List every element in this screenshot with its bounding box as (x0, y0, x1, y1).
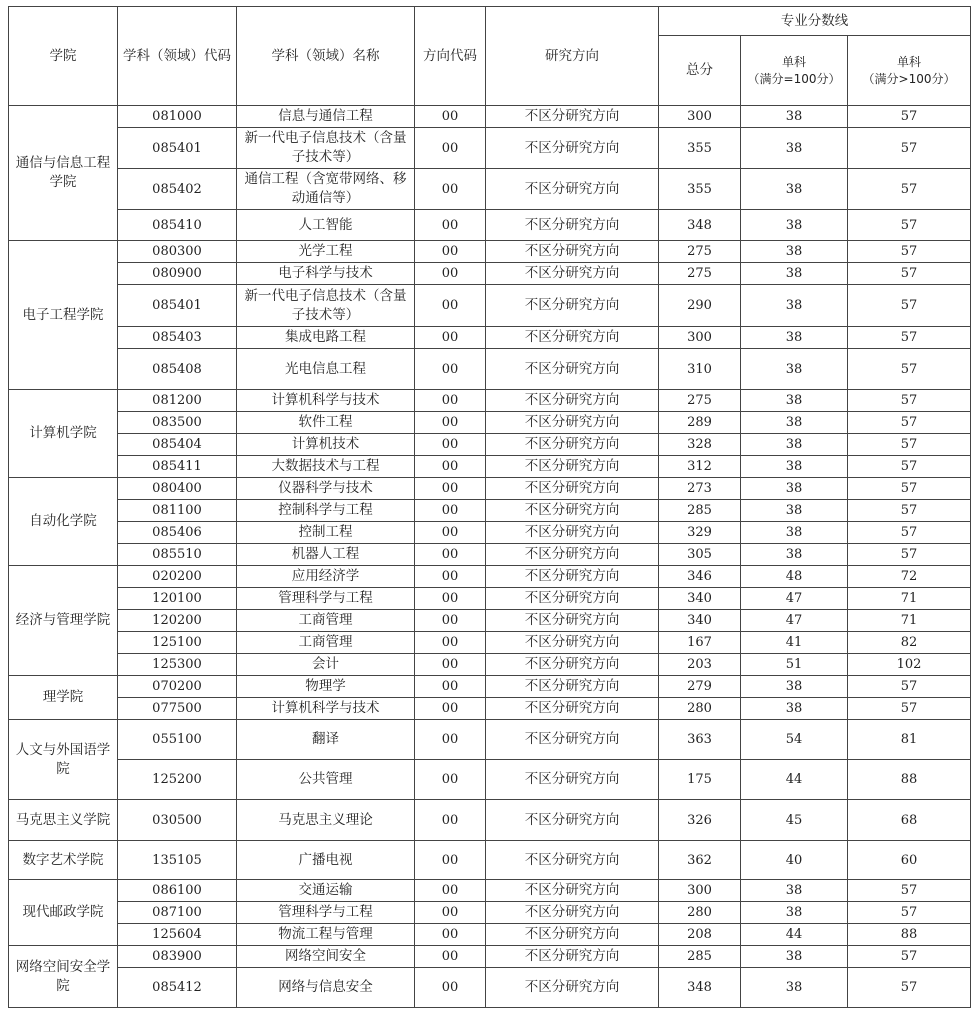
table-row (9, 106, 971, 128)
subject-code-cell: 081000 (118, 106, 237, 128)
subject-code-cell: 125100 (118, 632, 237, 654)
table-row (9, 902, 971, 924)
direction-code-cell: 00 (415, 902, 486, 924)
subject-name-cell: 光学工程 (237, 241, 415, 263)
subject-code-cell: 080900 (118, 263, 237, 285)
table-row (9, 434, 971, 456)
header-research-direction: 研究方向 (486, 7, 659, 106)
direction-code-cell: 00 (415, 698, 486, 720)
subject-name-cell: 新一代电子信息技术（含量子技术等） (237, 128, 415, 169)
direction-code-cell: 00 (415, 676, 486, 698)
total-score-cell: 208 (659, 924, 741, 946)
table-row (9, 263, 971, 285)
subject-name-cell: 工商管理 (237, 610, 415, 632)
subject-code-cell: 085412 (118, 968, 237, 1008)
single-gt100-score-cell: 57 (848, 698, 971, 720)
subject-name-cell: 计算机技术 (237, 434, 415, 456)
header-single-100-note: （满分=100分） (747, 71, 841, 86)
direction-code-cell: 00 (415, 610, 486, 632)
single-gt100-score-cell: 57 (848, 169, 971, 210)
research-direction-cell: 不区分研究方向 (486, 500, 659, 522)
table-row (9, 285, 971, 327)
direction-code-cell: 00 (415, 588, 486, 610)
direction-code-cell: 00 (415, 263, 486, 285)
total-score-cell: 167 (659, 632, 741, 654)
research-direction-cell: 不区分研究方向 (486, 349, 659, 390)
direction-code-cell: 00 (415, 968, 486, 1008)
college-cell: 理学院 (9, 676, 118, 720)
research-direction-cell: 不区分研究方向 (486, 698, 659, 720)
research-direction-cell: 不区分研究方向 (486, 720, 659, 760)
research-direction-cell: 不区分研究方向 (486, 632, 659, 654)
subject-name-cell: 电子科学与技术 (237, 263, 415, 285)
subject-code-cell: 085510 (118, 544, 237, 566)
college-cell: 电子工程学院 (9, 241, 118, 390)
direction-code-cell: 00 (415, 434, 486, 456)
research-direction-cell: 不区分研究方向 (486, 566, 659, 588)
research-direction-cell: 不区分研究方向 (486, 946, 659, 968)
direction-code-cell: 00 (415, 760, 486, 800)
single-gt100-score-cell: 57 (848, 500, 971, 522)
research-direction-cell: 不区分研究方向 (486, 327, 659, 349)
total-score-cell: 363 (659, 720, 741, 760)
table-row (9, 946, 971, 968)
table-row (9, 760, 971, 800)
research-direction-cell: 不区分研究方向 (486, 880, 659, 902)
subject-name-cell: 管理科学与工程 (237, 902, 415, 924)
subject-name-cell: 应用经济学 (237, 566, 415, 588)
total-score-cell: 285 (659, 946, 741, 968)
research-direction-cell: 不区分研究方向 (486, 106, 659, 128)
college-cell: 计算机学院 (9, 390, 118, 478)
research-direction-cell: 不区分研究方向 (486, 456, 659, 478)
subject-name-cell: 会计 (237, 654, 415, 676)
subject-code-cell: 080300 (118, 241, 237, 263)
subject-code-cell: 085408 (118, 349, 237, 390)
subject-name-cell: 人工智能 (237, 210, 415, 241)
subject-name-cell: 机器人工程 (237, 544, 415, 566)
subject-code-cell: 055100 (118, 720, 237, 760)
single-100-score-cell: 38 (741, 880, 848, 902)
table-header (9, 7, 971, 106)
college-cell: 通信与信息工程学院 (9, 106, 118, 241)
total-score-cell: 285 (659, 500, 741, 522)
subject-code-cell: 087100 (118, 902, 237, 924)
single-gt100-score-cell: 60 (848, 841, 971, 880)
total-score-cell: 348 (659, 968, 741, 1008)
total-score-cell: 355 (659, 169, 741, 210)
total-score-cell: 275 (659, 263, 741, 285)
total-score-cell: 289 (659, 412, 741, 434)
single-gt100-score-cell: 57 (848, 263, 971, 285)
table-row (9, 500, 971, 522)
direction-code-cell: 00 (415, 654, 486, 676)
research-direction-cell: 不区分研究方向 (486, 210, 659, 241)
total-score-cell: 275 (659, 390, 741, 412)
total-score-cell: 175 (659, 760, 741, 800)
table-row (9, 800, 971, 841)
direction-code-cell: 00 (415, 946, 486, 968)
table-body (9, 106, 971, 1008)
subject-code-cell: 120200 (118, 610, 237, 632)
direction-code-cell: 00 (415, 566, 486, 588)
table-row (9, 968, 971, 1008)
subject-code-cell: 125200 (118, 760, 237, 800)
single-gt100-score-cell: 57 (848, 390, 971, 412)
subject-name-cell: 信息与通信工程 (237, 106, 415, 128)
header-total: 总分 (659, 36, 741, 106)
single-100-score-cell: 38 (741, 902, 848, 924)
single-gt100-score-cell: 72 (848, 566, 971, 588)
single-100-score-cell: 38 (741, 968, 848, 1008)
single-gt100-score-cell: 81 (848, 720, 971, 760)
research-direction-cell: 不区分研究方向 (486, 924, 659, 946)
table-row (9, 588, 971, 610)
table-row (9, 522, 971, 544)
direction-code-cell: 00 (415, 800, 486, 841)
direction-code-cell: 00 (415, 522, 486, 544)
score-table (8, 6, 971, 1008)
total-score-cell: 273 (659, 478, 741, 500)
subject-name-cell: 光电信息工程 (237, 349, 415, 390)
total-score-cell: 329 (659, 522, 741, 544)
research-direction-cell: 不区分研究方向 (486, 968, 659, 1008)
header-subject-name: 学科（领域）名称 (237, 7, 415, 106)
total-score-cell: 355 (659, 128, 741, 169)
subject-name-cell: 交通运输 (237, 880, 415, 902)
single-100-score-cell: 45 (741, 800, 848, 841)
direction-code-cell: 00 (415, 169, 486, 210)
single-100-score-cell: 38 (741, 349, 848, 390)
subject-code-cell: 077500 (118, 698, 237, 720)
single-gt100-score-cell: 57 (848, 968, 971, 1008)
direction-code-cell: 00 (415, 478, 486, 500)
research-direction-cell: 不区分研究方向 (486, 654, 659, 676)
subject-code-cell: 081200 (118, 390, 237, 412)
subject-name-cell: 控制科学与工程 (237, 500, 415, 522)
subject-code-cell: 085401 (118, 128, 237, 169)
single-gt100-score-cell: 57 (848, 676, 971, 698)
subject-code-cell: 085406 (118, 522, 237, 544)
total-score-cell: 346 (659, 566, 741, 588)
subject-name-cell: 软件工程 (237, 412, 415, 434)
subject-name-cell: 计算机科学与技术 (237, 390, 415, 412)
subject-name-cell: 工商管理 (237, 632, 415, 654)
direction-code-cell: 00 (415, 841, 486, 880)
total-score-cell: 203 (659, 654, 741, 676)
single-100-score-cell: 38 (741, 106, 848, 128)
direction-code-cell: 00 (415, 241, 486, 263)
header-subject-code: 学科（领域）代码 (118, 7, 237, 106)
single-gt100-score-cell: 57 (848, 478, 971, 500)
research-direction-cell: 不区分研究方向 (486, 434, 659, 456)
research-direction-cell: 不区分研究方向 (486, 285, 659, 327)
single-100-score-cell: 38 (741, 241, 848, 263)
single-gt100-score-cell: 57 (848, 902, 971, 924)
single-gt100-score-cell: 57 (848, 434, 971, 456)
header-single-100 (741, 36, 848, 106)
single-100-score-cell: 38 (741, 210, 848, 241)
single-100-score-cell: 40 (741, 841, 848, 880)
direction-code-cell: 00 (415, 924, 486, 946)
single-100-score-cell: 38 (741, 500, 848, 522)
single-100-score-cell: 38 (741, 544, 848, 566)
research-direction-cell: 不区分研究方向 (486, 800, 659, 841)
research-direction-cell: 不区分研究方向 (486, 522, 659, 544)
single-gt100-score-cell: 57 (848, 327, 971, 349)
table-row (9, 880, 971, 902)
research-direction-cell: 不区分研究方向 (486, 588, 659, 610)
single-100-score-cell: 47 (741, 588, 848, 610)
subject-name-cell: 仪器科学与技术 (237, 478, 415, 500)
total-score-cell: 348 (659, 210, 741, 241)
direction-code-cell: 00 (415, 720, 486, 760)
subject-name-cell: 公共管理 (237, 760, 415, 800)
single-gt100-score-cell: 57 (848, 456, 971, 478)
single-100-score-cell: 38 (741, 412, 848, 434)
research-direction-cell: 不区分研究方向 (486, 841, 659, 880)
research-direction-cell: 不区分研究方向 (486, 676, 659, 698)
single-100-score-cell: 38 (741, 478, 848, 500)
subject-name-cell: 马克思主义理论 (237, 800, 415, 841)
header-single-gt100-note: （满分>100分） (862, 71, 956, 86)
subject-code-cell: 020200 (118, 566, 237, 588)
single-gt100-score-cell: 57 (848, 544, 971, 566)
table-row (9, 654, 971, 676)
subject-code-cell: 081100 (118, 500, 237, 522)
subject-code-cell: 085411 (118, 456, 237, 478)
subject-code-cell: 120100 (118, 588, 237, 610)
total-score-cell: 326 (659, 800, 741, 841)
direction-code-cell: 00 (415, 632, 486, 654)
table-row (9, 566, 971, 588)
single-100-score-cell: 38 (741, 434, 848, 456)
total-score-cell: 312 (659, 456, 741, 478)
direction-code-cell: 00 (415, 456, 486, 478)
table-row (9, 456, 971, 478)
total-score-cell: 275 (659, 241, 741, 263)
total-score-cell: 310 (659, 349, 741, 390)
subject-name-cell: 物理学 (237, 676, 415, 698)
single-gt100-score-cell: 57 (848, 349, 971, 390)
table-row (9, 390, 971, 412)
header-score-group: 专业分数线 (659, 7, 971, 36)
subject-code-cell: 070200 (118, 676, 237, 698)
total-score-cell: 300 (659, 106, 741, 128)
total-score-cell: 305 (659, 544, 741, 566)
direction-code-cell: 00 (415, 327, 486, 349)
table-row (9, 241, 971, 263)
single-gt100-score-cell: 57 (848, 210, 971, 241)
direction-code-cell: 00 (415, 106, 486, 128)
header-direction-code: 方向代码 (415, 7, 486, 106)
subject-name-cell: 通信工程（含宽带网络、移动通信等） (237, 169, 415, 210)
total-score-cell: 300 (659, 327, 741, 349)
research-direction-cell: 不区分研究方向 (486, 902, 659, 924)
header-single-gt100-label: 单科 (897, 54, 922, 69)
single-100-score-cell: 38 (741, 946, 848, 968)
direction-code-cell: 00 (415, 285, 486, 327)
subject-code-cell: 125604 (118, 924, 237, 946)
subject-name-cell: 新一代电子信息技术（含量子技术等） (237, 285, 415, 327)
college-cell: 数字艺术学院 (9, 841, 118, 880)
single-100-score-cell: 38 (741, 676, 848, 698)
table-row (9, 610, 971, 632)
total-score-cell: 300 (659, 880, 741, 902)
subject-name-cell: 集成电路工程 (237, 327, 415, 349)
table-row (9, 698, 971, 720)
total-score-cell: 280 (659, 698, 741, 720)
single-gt100-score-cell: 71 (848, 610, 971, 632)
single-gt100-score-cell: 57 (848, 241, 971, 263)
research-direction-cell: 不区分研究方向 (486, 412, 659, 434)
table-row (9, 544, 971, 566)
single-100-score-cell: 38 (741, 390, 848, 412)
header-single-100-label: 单科 (781, 54, 806, 69)
single-gt100-score-cell: 57 (848, 522, 971, 544)
subject-code-cell: 086100 (118, 880, 237, 902)
subject-code-cell: 083500 (118, 412, 237, 434)
research-direction-cell: 不区分研究方向 (486, 610, 659, 632)
direction-code-cell: 00 (415, 128, 486, 169)
direction-code-cell: 00 (415, 390, 486, 412)
subject-name-cell: 大数据技术与工程 (237, 456, 415, 478)
subject-name-cell: 网络空间安全 (237, 946, 415, 968)
single-100-score-cell: 47 (741, 610, 848, 632)
college-cell: 自动化学院 (9, 478, 118, 566)
total-score-cell: 340 (659, 588, 741, 610)
subject-code-cell: 030500 (118, 800, 237, 841)
single-gt100-score-cell: 57 (848, 880, 971, 902)
single-gt100-score-cell: 68 (848, 800, 971, 841)
single-100-score-cell: 51 (741, 654, 848, 676)
single-100-score-cell: 48 (741, 566, 848, 588)
subject-name-cell: 翻译 (237, 720, 415, 760)
subject-name-cell: 网络与信息安全 (237, 968, 415, 1008)
single-gt100-score-cell: 57 (848, 128, 971, 169)
table-row (9, 841, 971, 880)
total-score-cell: 362 (659, 841, 741, 880)
total-score-cell: 290 (659, 285, 741, 327)
total-score-cell: 280 (659, 902, 741, 924)
college-cell: 网络空间安全学院 (9, 946, 118, 1008)
research-direction-cell: 不区分研究方向 (486, 544, 659, 566)
subject-name-cell: 计算机科学与技术 (237, 698, 415, 720)
subject-code-cell: 085402 (118, 169, 237, 210)
total-score-cell: 279 (659, 676, 741, 698)
direction-code-cell: 00 (415, 412, 486, 434)
subject-name-cell: 控制工程 (237, 522, 415, 544)
single-100-score-cell: 54 (741, 720, 848, 760)
college-cell: 经济与管理学院 (9, 566, 118, 676)
table-row (9, 128, 971, 169)
direction-code-cell: 00 (415, 349, 486, 390)
table-row (9, 676, 971, 698)
research-direction-cell: 不区分研究方向 (486, 241, 659, 263)
direction-code-cell: 00 (415, 544, 486, 566)
single-100-score-cell: 38 (741, 169, 848, 210)
single-gt100-score-cell: 57 (848, 106, 971, 128)
direction-code-cell: 00 (415, 880, 486, 902)
subject-code-cell: 085404 (118, 434, 237, 456)
subject-code-cell: 083900 (118, 946, 237, 968)
single-gt100-score-cell: 88 (848, 924, 971, 946)
subject-code-cell: 135105 (118, 841, 237, 880)
research-direction-cell: 不区分研究方向 (486, 169, 659, 210)
subject-code-cell: 085401 (118, 285, 237, 327)
subject-code-cell: 085410 (118, 210, 237, 241)
single-100-score-cell: 44 (741, 760, 848, 800)
single-gt100-score-cell: 82 (848, 632, 971, 654)
table-row (9, 632, 971, 654)
single-gt100-score-cell: 57 (848, 946, 971, 968)
table-row (9, 327, 971, 349)
total-score-cell: 328 (659, 434, 741, 456)
direction-code-cell: 00 (415, 210, 486, 241)
college-cell: 马克思主义学院 (9, 800, 118, 841)
research-direction-cell: 不区分研究方向 (486, 760, 659, 800)
single-100-score-cell: 38 (741, 456, 848, 478)
table-row (9, 412, 971, 434)
subject-name-cell: 管理科学与工程 (237, 588, 415, 610)
single-gt100-score-cell: 88 (848, 760, 971, 800)
subject-code-cell: 125300 (118, 654, 237, 676)
header-single-gt100 (848, 36, 971, 106)
subject-code-cell: 080400 (118, 478, 237, 500)
table-row (9, 169, 971, 210)
direction-code-cell: 00 (415, 500, 486, 522)
subject-name-cell: 物流工程与管理 (237, 924, 415, 946)
research-direction-cell: 不区分研究方向 (486, 128, 659, 169)
single-100-score-cell: 38 (741, 327, 848, 349)
table-row (9, 924, 971, 946)
college-cell: 人文与外国语学院 (9, 720, 118, 800)
subject-name-cell: 广播电视 (237, 841, 415, 880)
single-gt100-score-cell: 102 (848, 654, 971, 676)
table-row (9, 349, 971, 390)
single-100-score-cell: 41 (741, 632, 848, 654)
subject-code-cell: 085403 (118, 327, 237, 349)
single-100-score-cell: 38 (741, 263, 848, 285)
single-100-score-cell: 44 (741, 924, 848, 946)
single-gt100-score-cell: 71 (848, 588, 971, 610)
single-100-score-cell: 38 (741, 128, 848, 169)
single-gt100-score-cell: 57 (848, 285, 971, 327)
single-100-score-cell: 38 (741, 698, 848, 720)
single-100-score-cell: 38 (741, 285, 848, 327)
single-100-score-cell: 38 (741, 522, 848, 544)
total-score-cell: 340 (659, 610, 741, 632)
header-college: 学院 (9, 7, 118, 106)
table-row (9, 210, 971, 241)
research-direction-cell: 不区分研究方向 (486, 390, 659, 412)
research-direction-cell: 不区分研究方向 (486, 478, 659, 500)
table-row (9, 720, 971, 760)
table-row (9, 478, 971, 500)
single-gt100-score-cell: 57 (848, 412, 971, 434)
research-direction-cell: 不区分研究方向 (486, 263, 659, 285)
college-cell: 现代邮政学院 (9, 880, 118, 946)
